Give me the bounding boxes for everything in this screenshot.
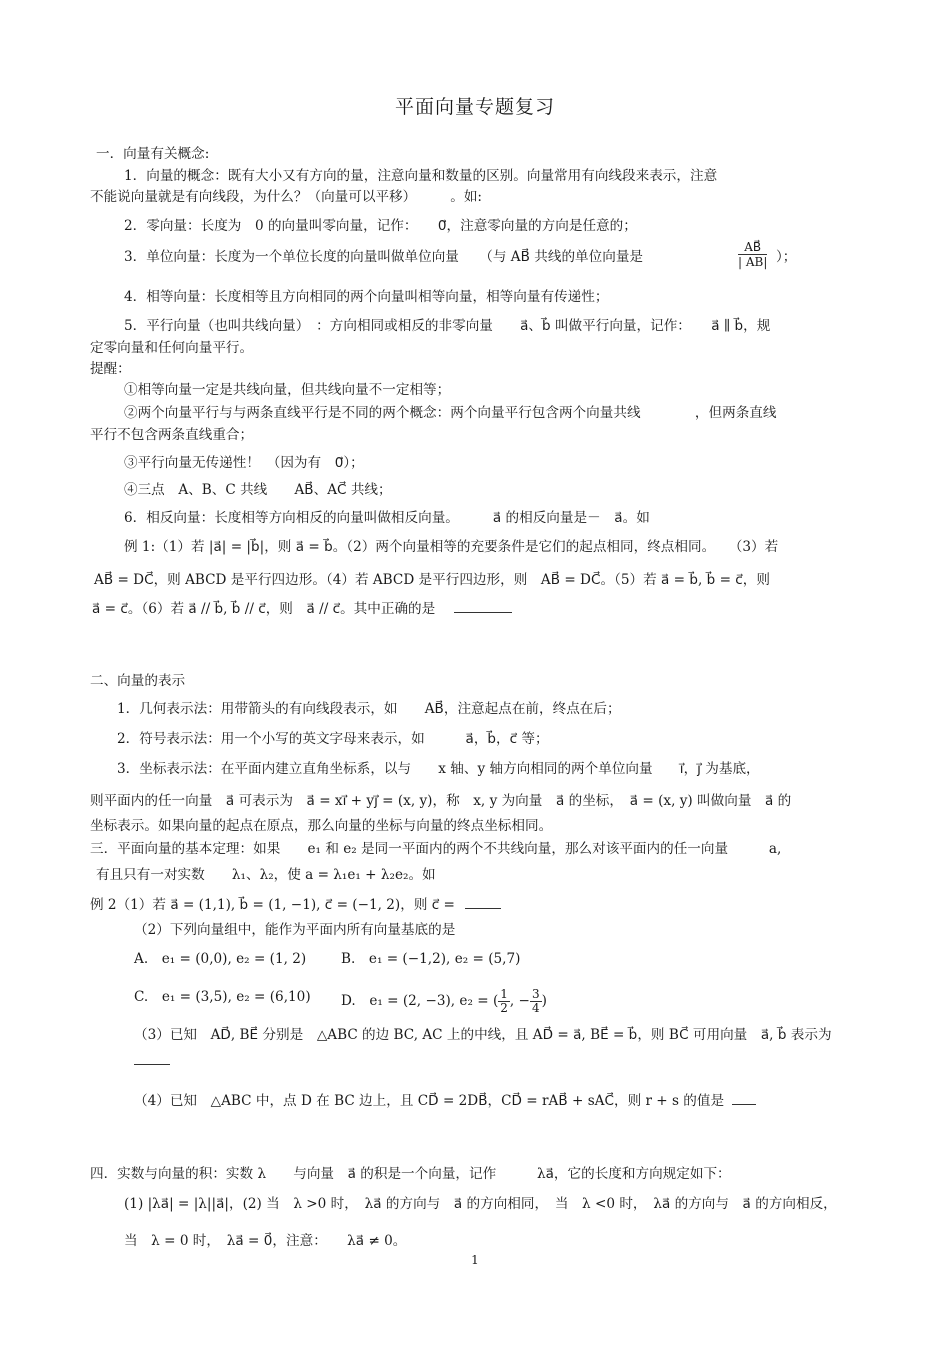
choice-a[interactable]: A. e₁ = (0,0), e₂ = (1, 2)	[134, 951, 307, 967]
example-1-line-1: 例 1:（1）若 |a⃗| = |b⃗|，则 a⃗ = b⃗。（2）两个向量相等的充要条件是它们的起点相同，终点相同。 （3）若	[124, 539, 779, 555]
choice-b[interactable]: B. e₁ = (−1,2), e₂ = (5,7)	[341, 951, 521, 967]
choice-d-sep: , −	[509, 993, 530, 1009]
choice-d-text: D. e₁ = (2, −3), e₂ = (	[341, 993, 499, 1009]
paragraph-parallel-vectors: 5．平行向量（也叫共线向量） ：方向相同或相反的非零向量 a⃗、b⃗ 叫做平行向量，记作： a⃗ ∥ b⃗，规	[124, 318, 771, 334]
section-heading-concepts: 一．向量有关概念:	[96, 146, 210, 162]
paragraph-geometric-representation: 1．几何表示法：用带箭头的有向线段表示，如 AB⃗，注意起点在前，终点在后；	[117, 701, 621, 717]
paragraph-basic-theorem-cont: 有且只有一对实数 λ₁、λ₂，使 a = λ₁e₁ + λ₂e₂。如	[96, 867, 436, 883]
example-1-line-3	[92, 600, 512, 618]
fraction-denominator: | AB|	[738, 255, 768, 269]
paragraph-parallel-vectors-cont: 定零向量和任何向量平行。	[90, 340, 254, 356]
choice-d[interactable]	[341, 988, 547, 1015]
reminder-item-2-cont: 平行不包含两条直线重合；	[90, 427, 254, 443]
reminder-item-3: ③平行向量无传递性！ （因为有 0⃗）；	[124, 455, 364, 471]
example-2-question-4: （4）已知 △ABC 中，点 D 在 BC 边上，且 CD⃗ = 2DB⃗，CD⃗ = rAB⃗ + sAC⃗，则 r + s 的值是	[134, 1093, 725, 1109]
answer-blank[interactable]	[134, 1052, 170, 1065]
page-title: 平面向量专题复习	[394, 96, 555, 118]
fraction-denominator: 2	[500, 1001, 508, 1015]
fraction-denominator: 4	[531, 1001, 540, 1015]
paragraph-scalar-rules: (1) |λa⃗| = |λ||a⃗|，(2) 当 λ >0 时， λa⃗ 的方向与 a⃗ 的方向相同， 当 λ <0 时， λa⃗ 的方向与 a⃗ 的方向相反，	[124, 1196, 837, 1212]
example-2-question-3-blank	[134, 1052, 170, 1070]
answer-blank[interactable]	[454, 600, 512, 613]
fraction-numerator: 1	[500, 987, 508, 1001]
fraction-numerator: 3	[531, 987, 540, 1001]
paragraph-vector-concept-cont: 不能说向量就是有向线段，为什么？（向量可以平移） 。如:	[90, 189, 482, 205]
unit-vector-fraction	[738, 240, 767, 269]
paragraph-symbolic-representation: 2．符号表示法：用一个小写的英文字母来表示，如 a⃗，b⃗，c⃗ 等；	[117, 731, 549, 747]
reminder-item-2: ②两个向量平行与与两条直线平行是不同的两个概念：两个向量平行包含两个向量共线 ，但两条直线	[124, 405, 777, 421]
paragraph-equal-vectors: 4．相等向量：长度相等且方向相同的两个向量叫相等向量，相等向量有传递性；	[124, 289, 609, 305]
example-2-question-3: （3）已知 AD⃗, BE⃗ 分别是 △ABC 的边 BC, AC 上的中线，且 AD⃗ = a⃗, BE⃗ = b⃗，则 BC⃗ 可用向量 a⃗, b⃗ 表示为	[134, 1027, 832, 1043]
section-heading-representation: 二、向量的表示	[90, 673, 186, 689]
page-number: 1	[471, 1253, 479, 1267]
fraction-numerator: AB⃗	[738, 240, 767, 255]
reminder-label: 提醒：	[90, 361, 131, 377]
answer-blank[interactable]	[465, 896, 501, 909]
choice-d-close: )	[541, 993, 547, 1009]
paragraph-opposite-vectors: 6．相反向量：长度相等方向相反的向量叫做相反向量。 a⃗ 的相反向量是－ a⃗。如	[124, 510, 650, 526]
paragraph-coordinate-representation-end: 坐标表示。如果向量的起点在原点，那么向量的坐标与向量的终点坐标相同。	[90, 818, 553, 834]
example-1-question: a⃗ = c⃗。（6）若 a⃗ // b⃗, b⃗ // c⃗，则 a⃗ // c⃗。其中正确的是	[92, 601, 436, 617]
reminder-item-1: ①相等向量一定是共线向量，但共线向量不一定相等；	[124, 382, 451, 398]
example-2-part-4	[134, 1092, 756, 1110]
fraction-three-quarters	[530, 988, 542, 1015]
paragraph-coordinate-representation: 3．坐标表示法：在平面内建立直角坐标系，以与 x 轴、y 轴方向相同的两个单位向量 i⃗，j⃗ 为基底，	[117, 761, 760, 777]
paragraph-unit-vector: 3．单位向量：长度为一个单位长度的向量叫做单位向量 （与 AB⃗ 共线的单位向量是	[124, 249, 644, 265]
example-2-part-1	[90, 896, 501, 914]
paragraph-scalar-multiplication: 四．实数与向量的积：实数 λ 与向量 a⃗ 的积是一个向量，记作 λa⃗，它的长度和方向规定如下：	[90, 1166, 731, 1182]
example-2-question-1: 例 2（1）若 a⃗ = (1,1), b⃗ = (1, −1), c⃗ = (−1, 2)，则 c⃗ =	[90, 897, 455, 913]
example-2-question-2: （2）下列向量组中，能作为平面内所有向量基底的是	[134, 922, 456, 938]
paragraph-zero-vector: 2．零向量：长度为 0 的向量叫零向量，记作： 0⃗，注意零向量的方向是任意的；	[124, 218, 637, 234]
answer-blank[interactable]	[732, 1092, 756, 1105]
paragraph-basic-theorem: 三．平面向量的基本定理：如果 e₁ 和 e₂ 是同一平面内的两个不共线向量，那么对该平面内的任一向量 a,	[90, 841, 782, 857]
paragraph-vector-concept: 1．向量的概念：既有大小又有方向的量，注意向量和数量的区别。向量常用有向线段来表示，注意	[124, 168, 718, 184]
reminder-item-4: ④三点 A、B、C 共线 AB⃗、AC⃗ 共线；	[124, 482, 392, 498]
example-1-line-2: AB⃗ = DC⃗，则 ABCD 是平行四边形。（4）若 ABCD 是平行四边形，则 AB⃗ = DC⃗。（5）若 a⃗ = b⃗, b⃗ = c⃗，则	[94, 572, 770, 588]
paragraph-scalar-zero: 当 λ = 0 时， λa⃗ = 0⃗，注意： λa⃗ ≠ 0。	[124, 1233, 407, 1249]
choice-c[interactable]: C. e₁ = (3,5), e₂ = (6,10)	[134, 989, 311, 1005]
unit-vector-close: ）；	[776, 249, 797, 265]
fraction-one-half	[498, 988, 510, 1015]
paragraph-coordinate-representation-cont: 则平面内的任一向量 a⃗ 可表示为 a⃗ = xi⃗ + yj⃗ = (x, y)，称 x, y 为向量 a⃗ 的坐标， a⃗ = (x, y) 叫做向量 a⃗ 的	[90, 793, 792, 809]
